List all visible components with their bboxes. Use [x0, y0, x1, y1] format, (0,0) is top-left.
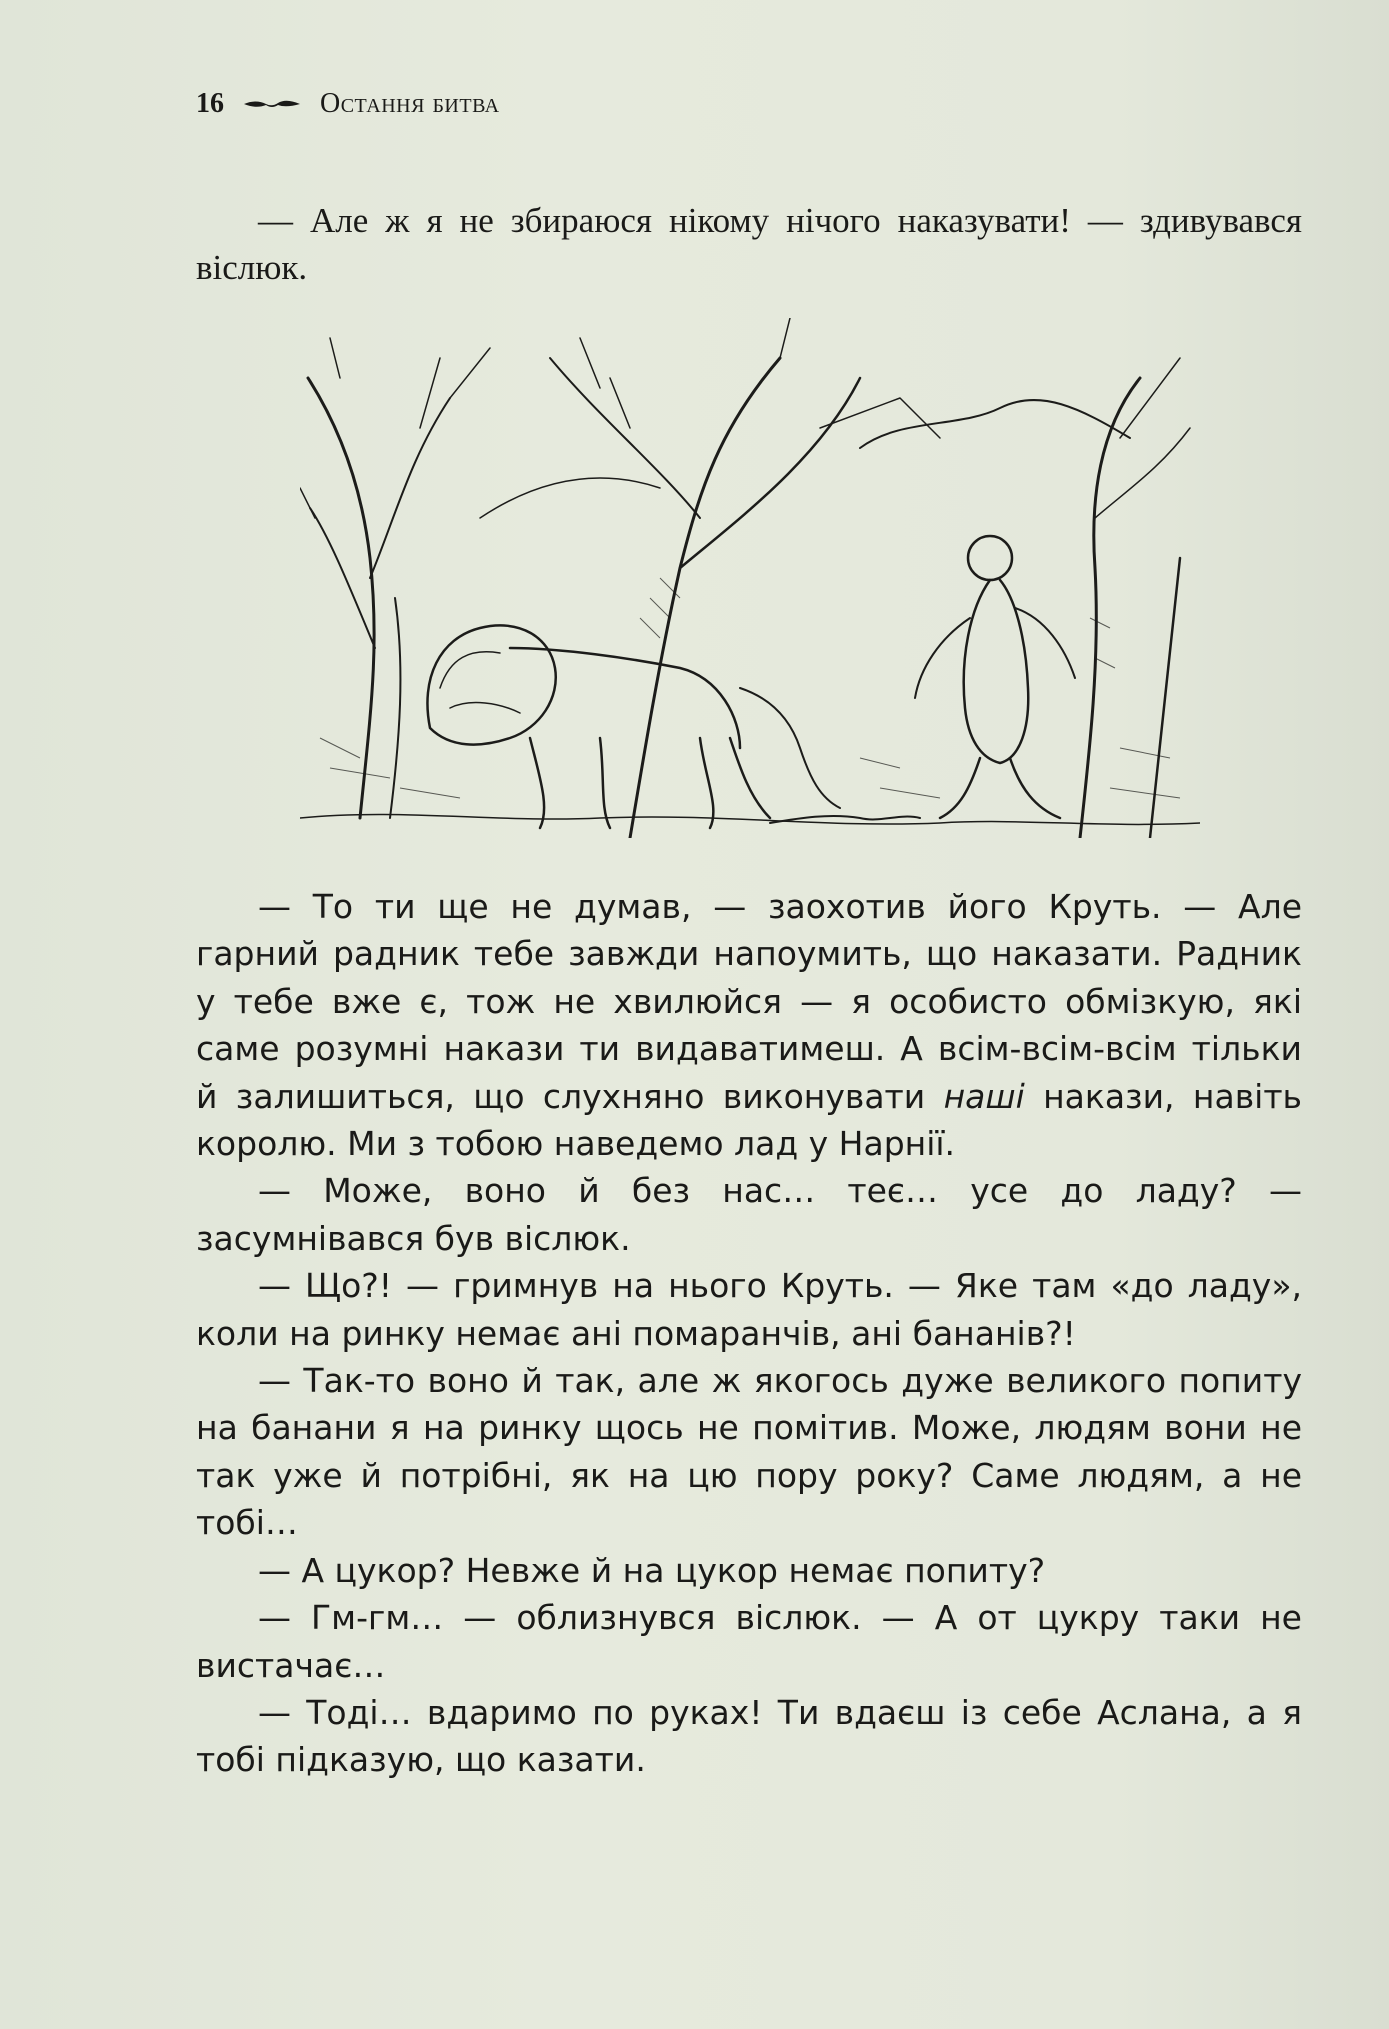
running-header [196, 88, 500, 120]
body-text [196, 883, 1302, 1784]
lion-and-ape-in-forest-illustration [300, 318, 1200, 838]
paragraph-text: — То ти ще не думав, — заохотив його Круть. — Але гарний радник тебе завжди напоумить, що наказати. Радник у тебе вже є, тож не хвилюйся — я особисто обмізкую, які саме розумні накази ти видаватимеш. А всім-всім-всім тільки й залишиться, що слухняно виконувати [196, 887, 1302, 1116]
paragraph-text: накази, навіть королю. Ми з тобою наведемо лад у Нарнії. [196, 1076, 1302, 1164]
intro-text [196, 198, 1302, 291]
paragraph: — Але ж я не збираюся нікому нічого наказувати! — здивувався віслюк. [196, 201, 1302, 287]
paragraph: — А цукор? Невже й на цукор немає попиту? [258, 1550, 1046, 1590]
ornament-icon [242, 95, 302, 113]
page-number: 16 [196, 88, 224, 119]
paragraph [196, 883, 1302, 1167]
paragraph: — Так-то воно й так, але ж якогось дуже великого попиту на банани я на ринку щось не помітив. Може, людям вони не так уже й потрібні, як на цю пору року? Саме людям, а не тобі… [196, 1361, 1302, 1543]
book-title: Остання битва [320, 88, 500, 119]
paragraph: — Може, воно й без нас… теє… усе до ладу? — засумнівався був віслюк. [196, 1171, 1302, 1258]
emphasis-text: наші [943, 1076, 1025, 1116]
paragraph: — Тоді… вдаримо по руках! Ти вдаєш із себе Аслана, а я тобі підказую, що казати. [196, 1692, 1302, 1780]
paragraph: — Що?! — гримнув на нього Круть. — Яке там «до ладу», коли на ринку немає ані помаранчів, ані бананів?! [196, 1266, 1302, 1353]
paragraph: — Гм-гм… — облизнувся віслюк. — А от цукру таки не вистачає… [196, 1598, 1302, 1685]
